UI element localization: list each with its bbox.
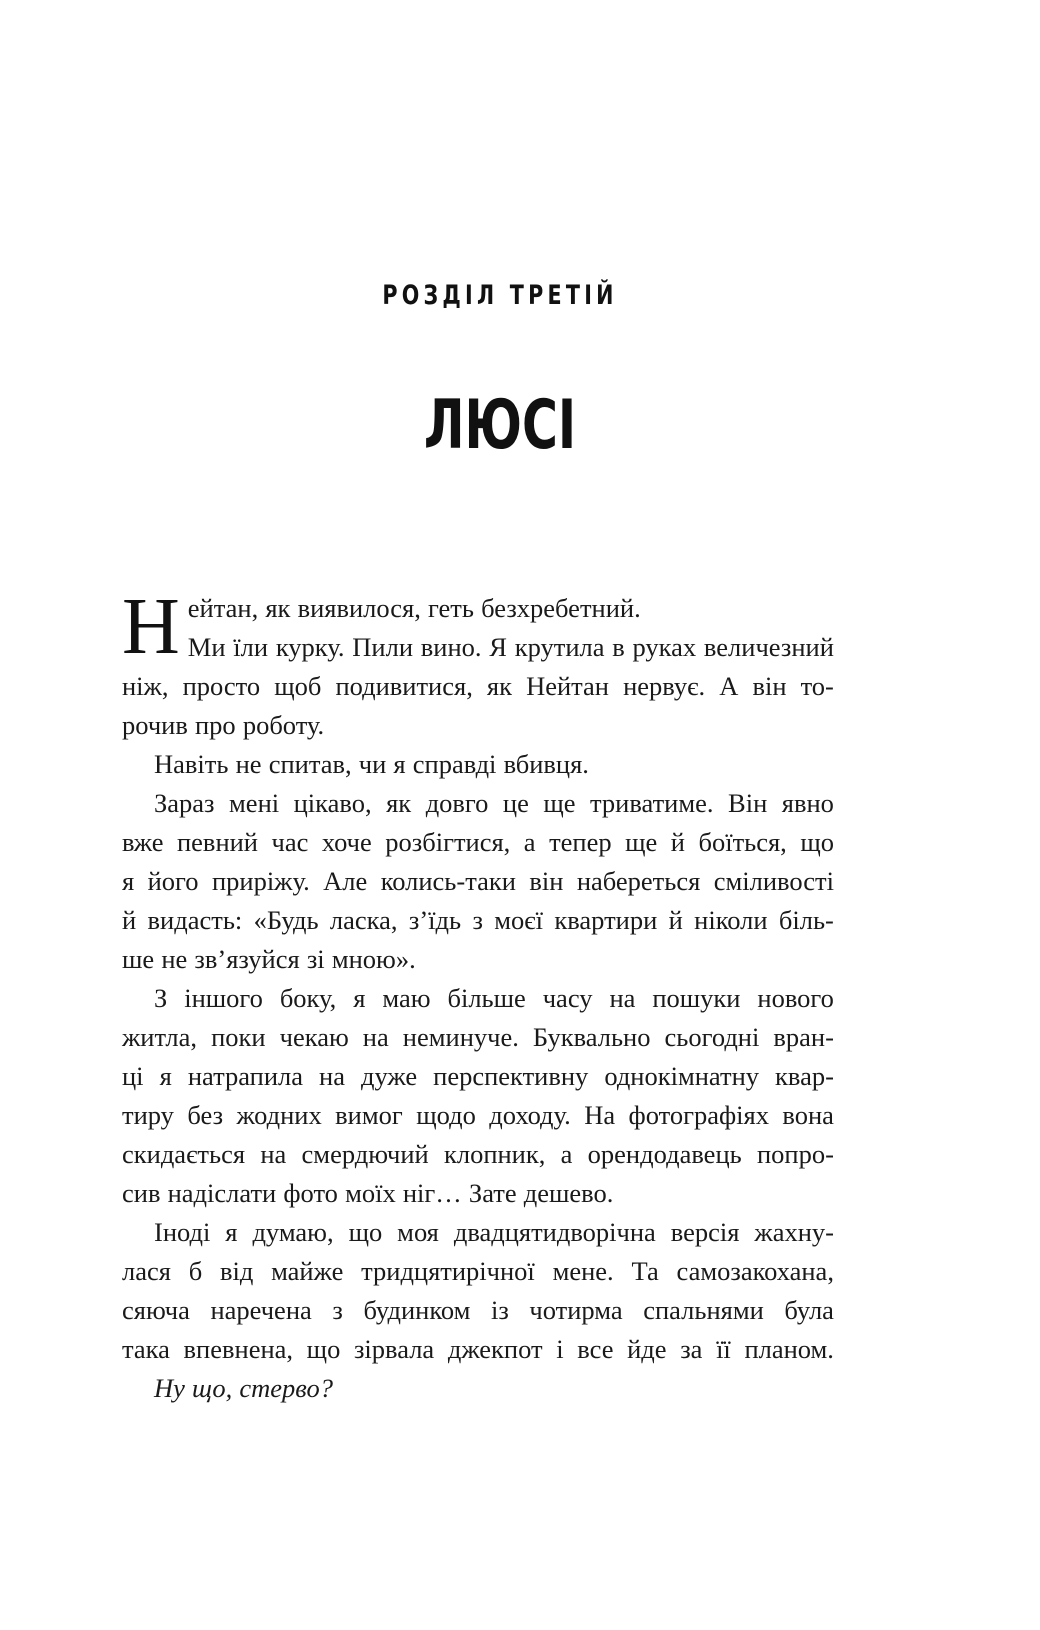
chapter-label: РОЗДІЛ ТРЕТІЙ: [382, 280, 618, 311]
text-line: така впевнена, що зірвала джекпот і все йде за її планом.: [122, 1334, 834, 1364]
text-line: Ну що, стерво?: [154, 1373, 333, 1403]
body-text: [122, 583, 834, 1408]
text-line: й видасть: «Будь ласка, з’їдь з моєї квартири й ніколи біль-: [122, 905, 834, 935]
drop-cap: Н: [122, 583, 180, 671]
text-line: ці я натрапила на дуже перспективну однокімнатну квар-: [122, 1061, 834, 1091]
text-line: сив надіслати фото моїх ніг… Зате дешево.: [122, 1178, 614, 1208]
text-line: ше не зв’язуйся зі мною».: [122, 944, 416, 974]
text-lines: [122, 583, 834, 1408]
text-line: Навіть не спитав, чи я справді вбивця.: [154, 749, 589, 779]
text-line: З іншого боку, я маю більше часу на пошуки нового: [154, 983, 834, 1013]
text-line: я його приріжу. Але колись-таки він набереться сміливості: [122, 866, 834, 896]
text-line: Ми їли курку. Пили вино. Я крутила в руках величезний: [187, 632, 834, 662]
text-line: сяюча наречена з будинком із чотирма спальнями була: [122, 1295, 834, 1325]
text-line: ніж, просто щоб подивитися, як Нейтан нервує. А він то-: [122, 671, 834, 701]
text-line: Іноді я думаю, що моя двадцятидворічна версія жахну-: [154, 1217, 834, 1247]
chapter-title: ЛЮСІ: [423, 386, 577, 465]
text-line: ейтан, як виявилося, геть безхребетний.: [187, 593, 641, 623]
text-line: Зараз мені цікаво, як довго це ще триватиме. Він явно: [154, 788, 834, 818]
text-line: тиру без жодних вимог щодо доходу. На фотографіях вона: [122, 1100, 834, 1130]
text-line: лася б від майже тридцятирічної мене. Та самозакохана,: [122, 1256, 834, 1286]
text-line: рочив про роботу.: [122, 710, 325, 740]
text-line: вже певний час хоче розбігтися, а тепер ще й боїться, що: [122, 827, 834, 857]
text-line: житла, поки чекаю на неминуче. Буквально сьогодні вран-: [122, 1022, 834, 1052]
text-line: скидається на смердючий клопник, а орендодавець попро-: [122, 1139, 834, 1169]
